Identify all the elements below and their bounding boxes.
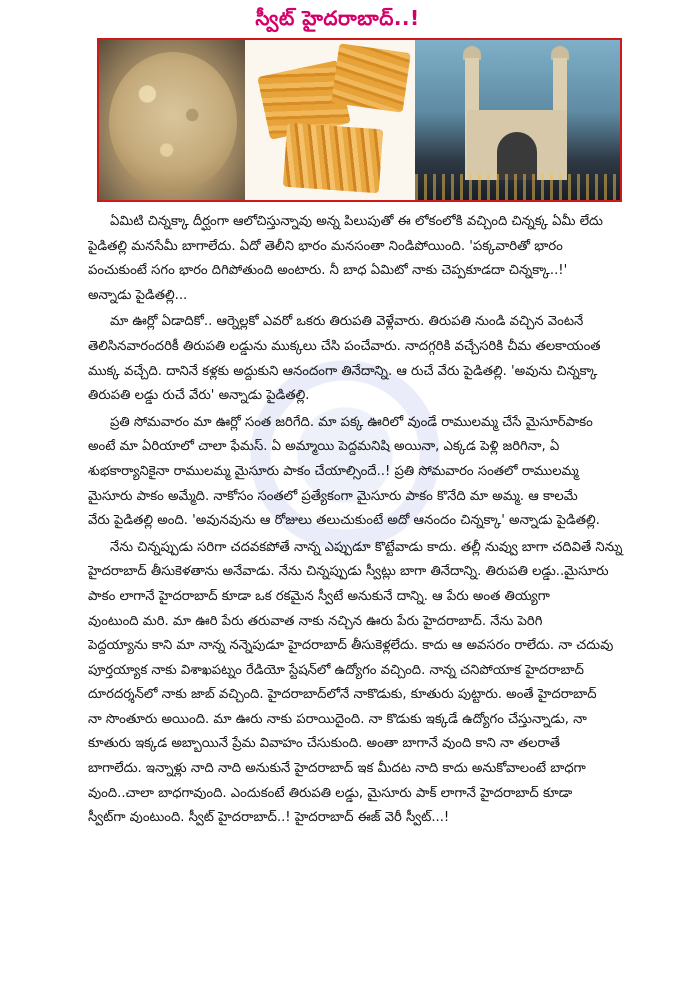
paragraph-4 (88, 536, 668, 831)
text-line: పంచుకుంటే సగం భారం దిగిపోతుంది అంటారు. నీ బాధ ఏమిటో నాకు చెప్పకూడదా చిన్నక్కా..!' (88, 263, 568, 279)
paragraph-1 (88, 210, 668, 308)
mysore-pak-piece (283, 123, 383, 194)
text-line: మైసూరు పాకం అమ్మేది. నాకోసం సంతలో ప్రత్యేకంగా మైసూరు పాకం కొనేది మా అమ్మ. ఆ కాలమే (88, 488, 578, 504)
text-line: నా సొంతూరు అయింది. మా ఊరు నాకు పరాయిదైంది. నా కొడుకు ఇక్కడే ఉద్యోగం చేస్తున్నాడు, నా (88, 711, 587, 727)
text-line: కూతురు ఇక్కడ అబ్బాయినే ప్రేమ వివాహం చేసుకుంది. అంతా బాగానే వుంది కాని నా తలరాతే (88, 736, 561, 752)
text-line: అన్నాడు పైడితల్లి... (88, 287, 188, 303)
text-line: పెద్దయ్యాను కాని మా నాన్న నన్నెపుడూ హైదరాబాద్ తీసుకెళ్లలేదు. కాదు ఆ అవసరం రాలేదు. నా చదువు (88, 638, 614, 654)
text-line: నేను చిన్నప్పుడు సరిగా చదవకపోతే నాన్న ఎప్పుడూ కొట్టేవాడు కాదు. తల్లీ నువ్వు బాగా చదివితే నిన్ను (110, 539, 623, 555)
text-line: మా ఊర్లో ఏడాదికో.. ఆర్నెల్లకో ఎవరో ఒకరు తిరుపతి వెళ్లేవారు. తిరుపతి నుండి వచ్చిన వెంటనే (110, 314, 584, 330)
text-line: దూరదర్శన్‌లో నాకు జాబ్ వచ్చింది. హైదరాబాద్‌లోనే నాకొడుకు, కూతురు పుట్టారు. అంతే హైదరాబాద్ (88, 687, 597, 703)
text-line: పూర్తయ్యాక నాకు విశాఖపట్నం రేడియో స్టేషన్‌లో ఉద్యోగం వచ్చింది. నాన్న చనిపోయాక హైదరాబాద్ (88, 662, 584, 678)
text-line: ముక్క వచ్చేది. దానినే కళ్లకు అద్దుకుని ఆనందంగా తినేదాన్ని. ఆ రుచే వేరు పైడితల్లి. 'అవును చిన్నక్కా (88, 363, 598, 379)
paragraph-2 (88, 310, 668, 408)
text-line: అంటే మా ఏరియాలో చాలా ఫేమస్. ఏ అమ్మాయి పెద్దమనిషి అయినా, ఎక్కడ పెళ్లి జరిగినా, ఏ (88, 439, 560, 455)
mysore-pak-photo (245, 40, 415, 200)
text-line: ప్రతి సోమవారం మా ఊర్లో సంత జరిగేది. మా పక్క ఊరిలో వుండే రాములమ్మ చేసే మైసూర్‌పాకం (110, 414, 593, 430)
text-line: పైడితల్లి మనసేమీ బాగాలేదు. ఏదో తెలీని భారం మనసంతా నిండిపోయింది. 'పక్కవారితో భారం (88, 238, 563, 254)
text-line: శుభకార్యానికైనా రాములమ్మ మైసూరు పాకం చేయాల్సిందే..! ప్రతి సోమవారం సంతలో రాములమ్మ (88, 463, 579, 479)
text-line: బాగాలేదు. ఇన్నాళ్లు నాది నాది అనుకునే హైదరాబాద్ ఇక మీదట నాది కాదు అనుకోవాలంటే బాధగా (88, 761, 586, 777)
text-line: తెలిసినవారందరికీ తిరుపతి లడ్డును ముక్కలు చేసి పంచేవారు. నాదగ్గరికి వచ్చేసరికి చీమ తలకాయంత (88, 338, 601, 354)
article-body (88, 210, 668, 833)
charminar-arch (467, 110, 567, 180)
article-title: స్వీట్ హైదరాబాద్..! (255, 6, 420, 30)
tirupati-laddu-shape (109, 52, 237, 192)
text-line: వేరు పైడితల్లి అంది. 'అవునవును ఆ రోజులు తలుచుకుంటే అదో ఆనందం చిన్నక్కా' అన్నాడు పైడితల్లి. (88, 513, 600, 529)
banner-image (97, 38, 622, 202)
text-line: వుంది..చాలా బాధగావుంది. ఎందుకంటే తిరుపతి లడ్డు, మైసూరు పాక్ లాగానే హైదరాబాద్ కూడా (88, 785, 573, 801)
paragraph-3 (88, 411, 668, 534)
text-line: వుంటుంది మరి. మా ఊరి పేరు తరువాత నాకు నచ్చిన ఊరు పేరు హైదరాబాద్. నేను పెరిగి (88, 613, 543, 629)
ladoo-photo (99, 40, 245, 200)
text-line: స్వీట్‌గా వుంటుంది. స్వీట్ హైదరాబాద్..! హైదరాబాద్ ఈజ్ వెరీ స్వీట్...! (88, 810, 450, 826)
text-line: ఏమిటి చిన్నక్కా దీర్ఘంగా ఆలోచిస్తున్నావు అన్న పిలుపుతో ఈ లోకంలోకి వచ్చింది చిన్నక్క ఏమీ లేదు (110, 214, 603, 229)
text-line: పాకం లాగానే హైదరాబాద్ కూడా ఒక రకమైన స్వీటే అనుకునే దాన్ని. ఆ పేరు అంత తియ్యగా (88, 588, 550, 604)
text-line: హైదరాబాద్ తీసుకెళతాను అనేవాడు. నేను చిన్నప్పుడు స్వీట్లు బాగా తినేదాన్ని. తిరుపతి లడ్డు..మైసూరు (88, 564, 609, 580)
text-line: తిరుపతి లడ్డు రుచే వేరు' అన్నాడు పైడితల్లి. (88, 388, 310, 404)
city-lights (415, 174, 620, 200)
charminar-photo (415, 40, 620, 200)
mysore-pak-piece (331, 43, 411, 112)
